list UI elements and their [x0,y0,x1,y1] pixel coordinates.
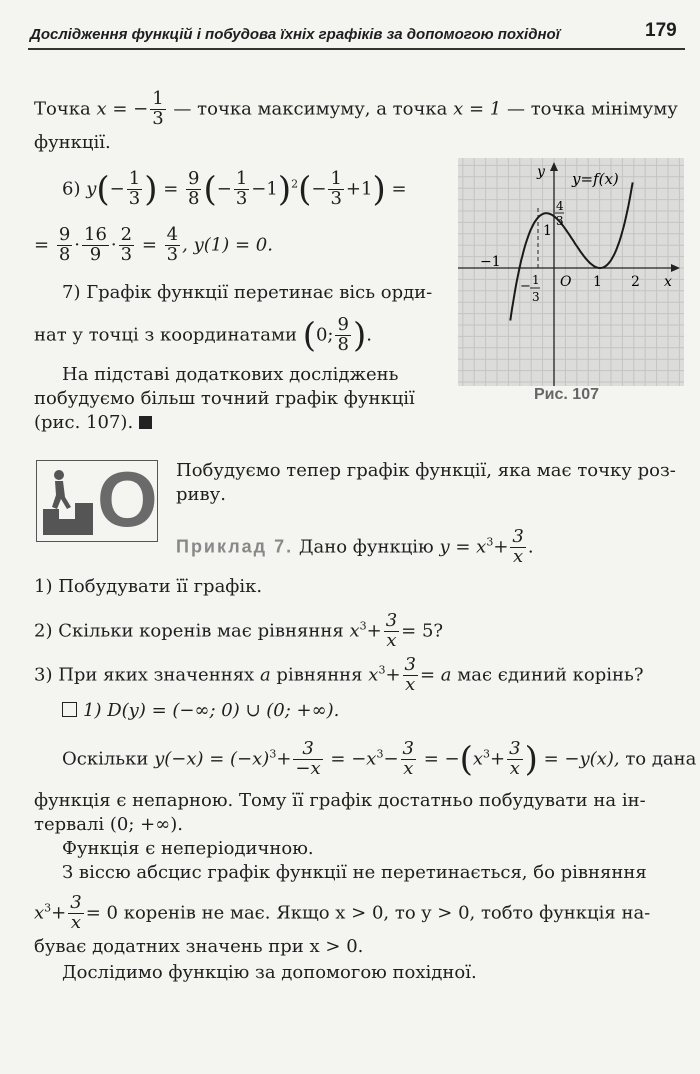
example-title: Приклад 7. [176,536,294,557]
icon-letter-o: O [97,455,158,543]
tick-x-neg1: −1 [480,254,501,270]
tick-y-1: 1 [543,223,552,239]
max-min-sentence [34,90,678,129]
fraction-one-third: $\frac{1}{3}$ [152,88,164,129]
task-1: 1) Побудувати її графік. [34,576,263,597]
text-point: Точка [34,98,91,120]
text-min: — точка мінімуму [506,98,678,120]
y-axis-label: y [537,164,545,180]
item6-line2: = $\frac{9}{8}$ · $\frac{16}{9}$ · $\frac{2}{3}$ = $\frac{4}{3}$ , y(1) = 0. [34,224,273,265]
functions-word: функції. [34,132,111,153]
oddness-line3: тервалі (0; +∞). [34,814,183,835]
solution-domain: 1) D(y) = (−∞; 0) ∪ (0; +∞). [62,700,339,722]
example-7-heading: Приклад 7. Дано функцію $y = x^3+$ $\frac{3}{x}$ . [176,526,534,567]
max-x-num: 1 [532,273,540,287]
basis-line1: На підставі додаткових досліджень [62,364,399,385]
tick-x-1: 1 [593,274,602,290]
function-label: y=f(x) [572,170,619,188]
discontinuity-icon [36,455,158,543]
figure-caption: Рис. 107 [534,386,599,403]
end-of-proof-mark [139,416,152,429]
derivative-line: Дослідимо функцію за допомогою похідної. [62,962,477,983]
item7-line1: 7) Графік функції перетинає вісь орди- [62,282,433,303]
x-equals-one: x = 1 [453,98,502,120]
basis-line3: (рис. 107). [34,412,152,434]
max-x-sign: − [520,279,531,294]
rozriv-line1: Побудуємо тепер графік функції, яка має точку роз- [176,460,676,481]
item7-line2: нат у точці з координатами (0; $\frac{9}{8}$ ). [34,314,372,356]
graph-paper-background [458,158,684,386]
origin-label: O [560,274,572,290]
abscissa-line1: З віссю абсцис графік функції не перетинається, бо рівняння [62,862,647,883]
max-value-den: 3 [556,214,564,228]
max-x-den: 3 [532,290,540,304]
figure-107-graph [458,158,684,386]
rozriv-line2: риву. [176,484,226,505]
task-3: 3) При яких значеннях a рівняння $x^3+$ $\frac{3}{x}$ = a має єдиний корінь? [34,654,644,695]
abscissa-line3: буває додатних значень при x > 0. [34,936,364,957]
running-title: Дослідження функцій і побудова їхніх графіків за допомогою похідної [30,26,560,43]
nonperiodic-line: Функція є неперіодичною. [62,838,314,859]
x-axis-label: x [664,274,672,290]
max-value-num: 4 [556,199,564,213]
solution-start-mark [62,702,77,717]
page-number: 179 [645,20,677,41]
text-max: — точка максимуму, а точка [173,98,448,120]
header-rule [28,48,685,50]
task-2: 2) Скільки коренів має рівняння $x^3+$ $\frac{3}{x}$ = 5? [34,610,444,651]
abscissa-line2: $x^3+$ $\frac{3}{x}$ = 0 коренів не має. Якщо x > 0, то y > 0, тобто функція на- [34,892,651,933]
tick-x-2: 2 [631,274,640,290]
oddness-line2: функція є непарною. Тому її графік достатньо побудувати на ін- [34,790,646,811]
basis-line2: побудуємо більш точний графік функції [34,388,415,409]
x-equals-minus: x = − [96,98,149,120]
oddness-line1: Оскільки $y(-x) = (-x)^3+$ $\frac{3}{-x}$ = $-x^3-$ $\frac{3}{x}$ = $-(x^3+$ $\frac{3}{x}$ ) = −y(x), то дана [62,738,697,780]
item6-line1: 6) y(− $\frac{1}{3}$ ) = $\frac{9}{8}$ (− $\frac{1}{3}$ −1)$^2$(− $\frac{1}{3}$ +1) = [62,168,407,210]
